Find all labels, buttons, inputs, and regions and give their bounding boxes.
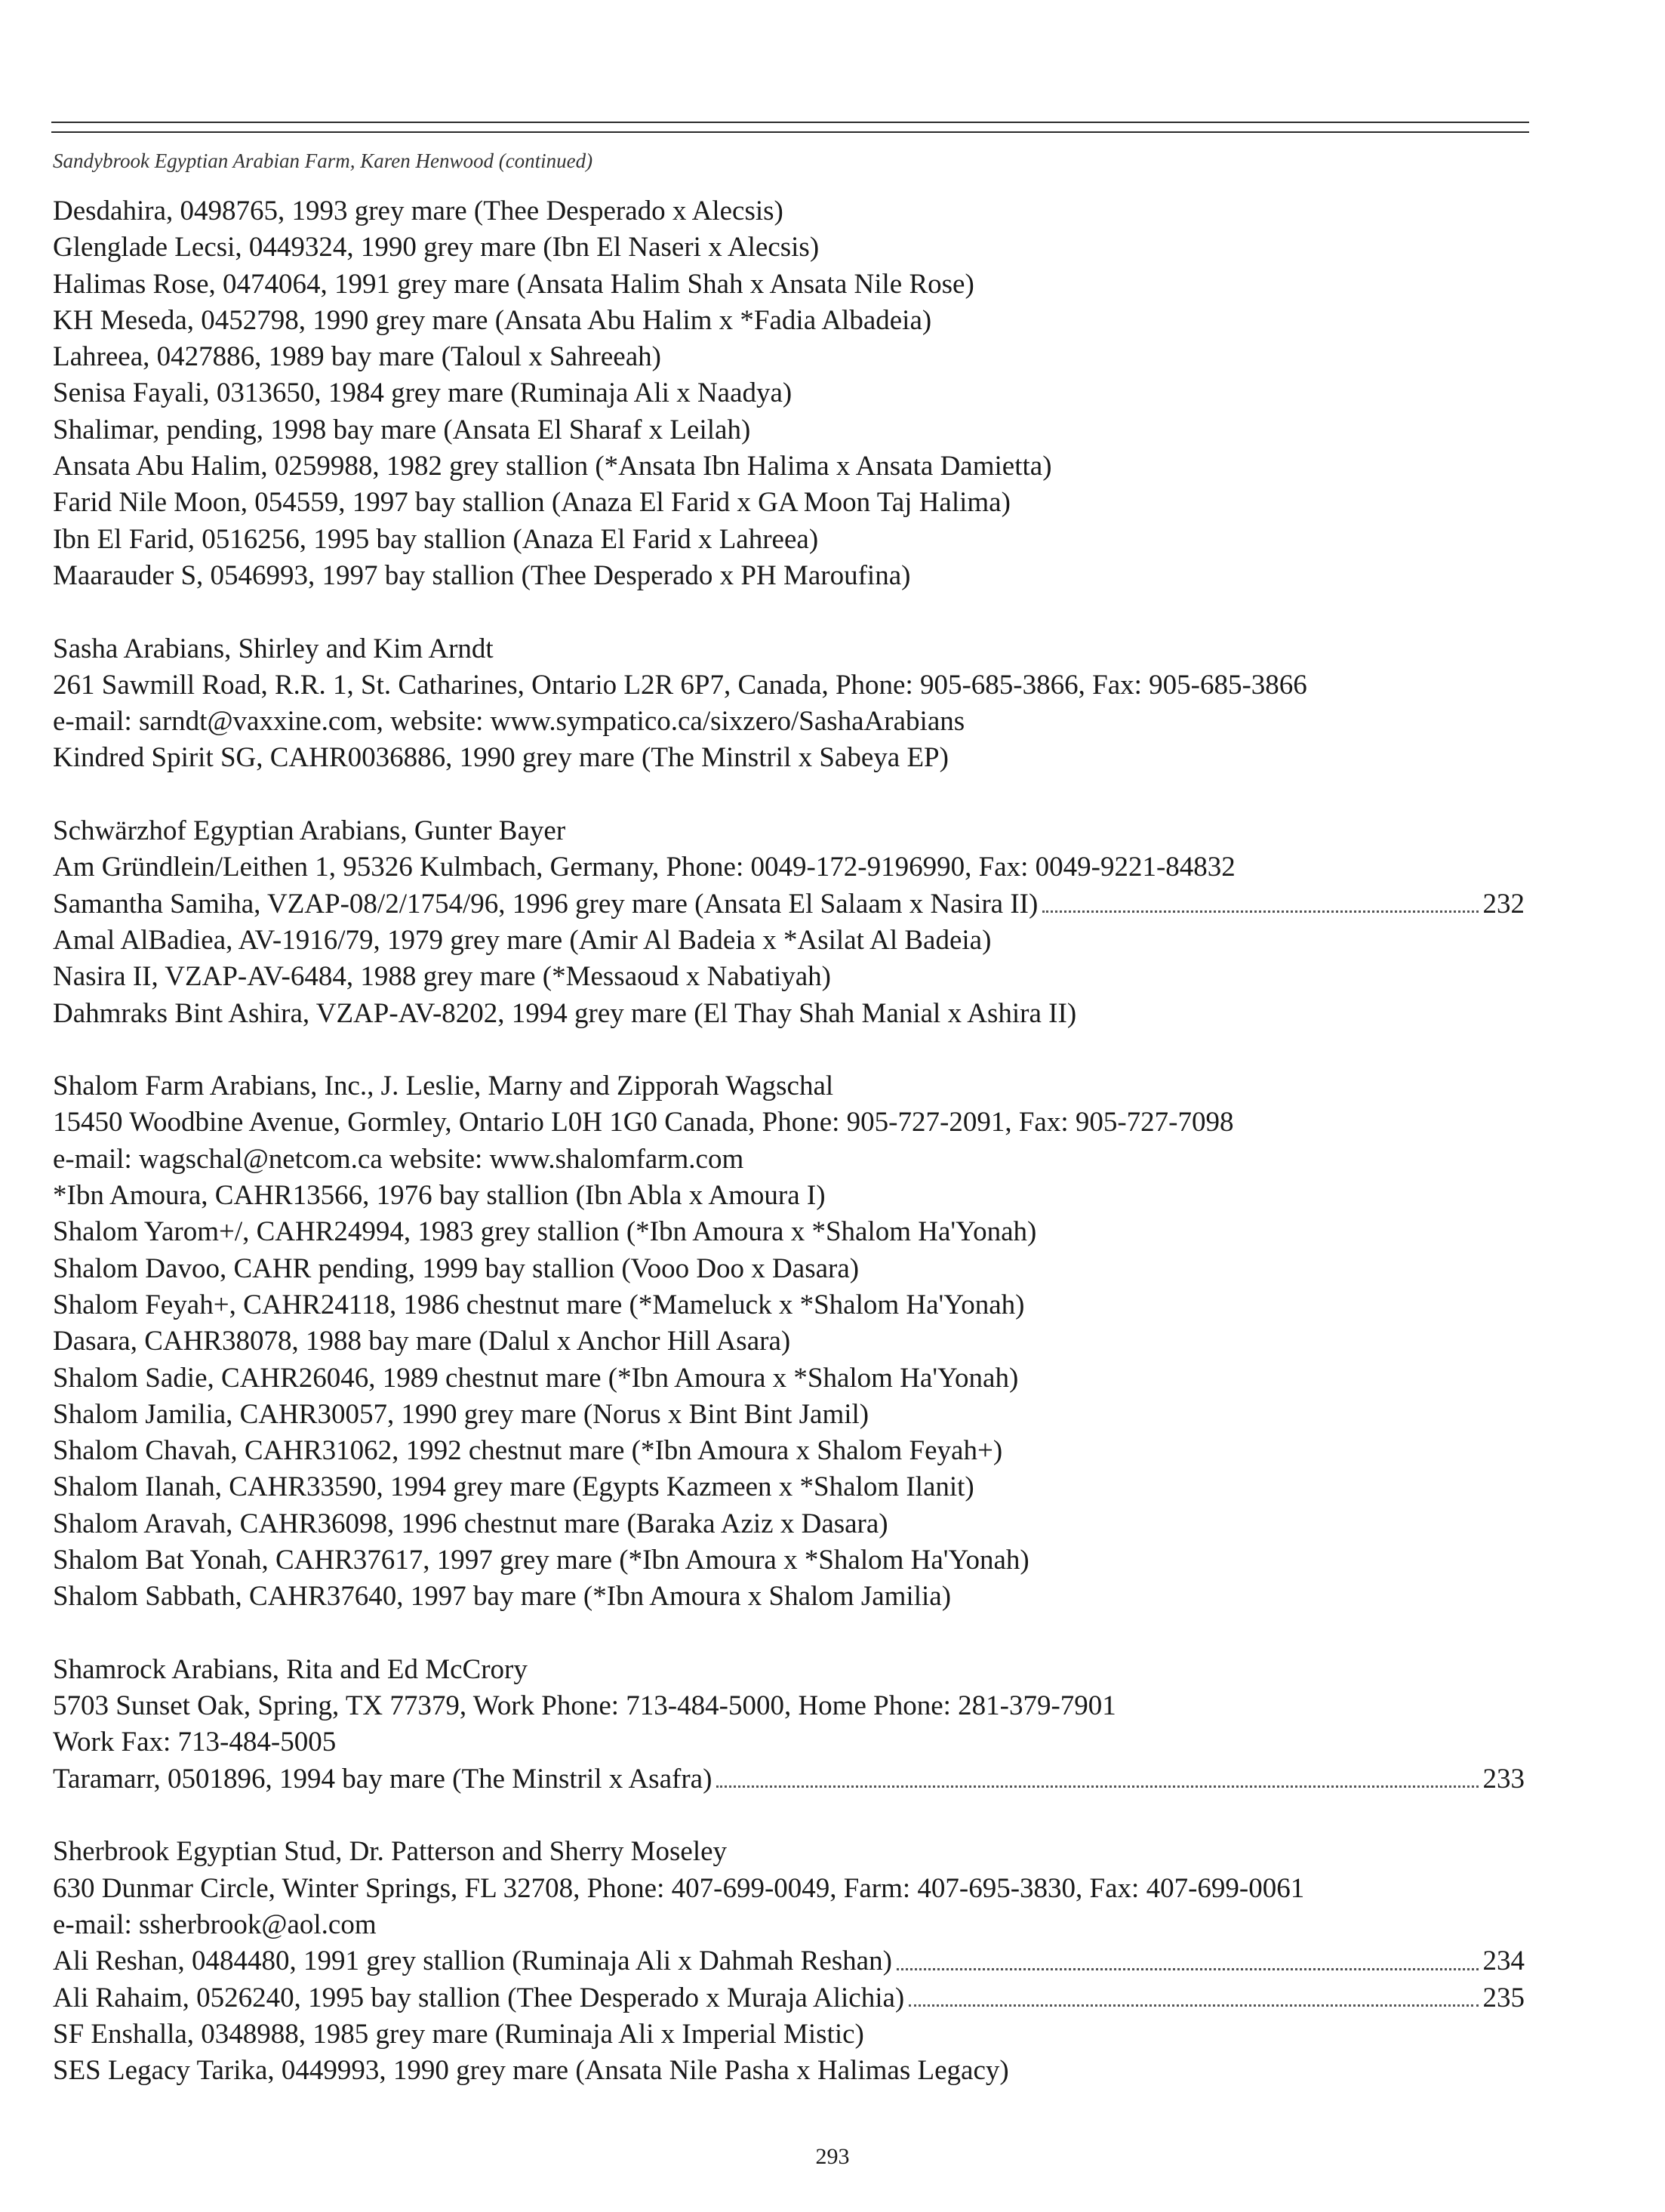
listing-line: Shalom Ilanah, CAHR33590, 1994 grey mare (Egypts Kazmeen x *Shalom Ilanit): [53, 1471, 974, 1503]
listing-line: Work Fax: 713-484-5005: [53, 1727, 337, 1758]
listing-line: e-mail: sarndt@vaxxine.com, website: www.sympatico.ca/sixzero/SashaArabians: [53, 706, 965, 738]
listing-line: Dasara, CAHR38078, 1988 bay mare (Dalul x Anchor Hill Asara): [53, 1326, 791, 1357]
farm-section: [53, 193, 1525, 594]
listing-line: [53, 1943, 1525, 1979]
listing-line: Shalom Davoo, CAHR pending, 1999 bay stallion (Vooo Doo x Dasara): [53, 1252, 860, 1284]
dot-leader: [716, 1785, 1478, 1788]
listing-line: Shalom Aravah, CAHR36098, 1996 chestnut mare (Baraka Aziz x Dasara): [53, 1508, 888, 1539]
listing-line: Senisa Fayali, 0313650, 1984 grey mare (Ruminaja Ali x Naadya): [53, 377, 792, 409]
section-gap: [53, 594, 1525, 630]
listing-line: Lahreea, 0427886, 1989 bay mare (Taloul x Sahreeah): [53, 341, 661, 373]
farm-section: [53, 813, 1525, 1032]
listing-line: SES Legacy Tarika, 0449993, 1990 grey mare (Ansata Nile Pasha x Halimas Legacy): [53, 2055, 1009, 2087]
entry-text: Ali Reshan, 0484480, 1991 grey stallion (Ruminaja Ali x Dahmah Reshan): [53, 1946, 892, 1977]
farm-name-line: Schwärzhof Egyptian Arabians, Gunter Bayer: [53, 815, 566, 847]
entry-page-ref: 232: [1482, 888, 1525, 920]
dot-leader: [1042, 910, 1478, 913]
farm-section: [53, 631, 1525, 777]
listing-line: Halimas Rose, 0474064, 1991 grey mare (Ansata Halim Shah x Ansata Nile Rose): [53, 268, 974, 300]
farm-name-line: Shamrock Arabians, Rita and Ed McCrory: [53, 1653, 528, 1685]
listing-line: [53, 1980, 1525, 2016]
listing-line: Shalom Chavah, CAHR31062, 1992 chestnut mare (*Ibn Amoura x Shalom Feyah+): [53, 1435, 1003, 1467]
listing-line: e-mail: wagschal@netcom.ca website: www.shalomfarm.com: [53, 1143, 744, 1175]
listing-line: [53, 886, 1525, 923]
entry-page-ref: 235: [1482, 1982, 1525, 2013]
directory-listing: [53, 193, 1525, 2089]
listing-line: Ansata Abu Halim, 0259988, 1982 grey stallion (*Ansata Ibn Halima x Ansata Damietta): [53, 451, 1052, 482]
section-gap: [53, 1798, 1525, 1834]
listing-line: Shalom Yarom+/, CAHR24994, 1983 grey stallion (*Ibn Amoura x *Shalom Ha'Yonah): [53, 1216, 1037, 1248]
dot-leader: [897, 1968, 1479, 1970]
listing-line: Shalom Sadie, CAHR26046, 1989 chestnut mare (*Ibn Amoura x *Shalom Ha'Yonah): [53, 1362, 1019, 1394]
farm-name-line: Sherbrook Egyptian Stud, Dr. Patterson and Sherry Moseley: [53, 1836, 728, 1868]
listing-line: Maarauder S, 0546993, 1997 bay stallion (Thee Desperado x PH Maroufina): [53, 559, 911, 591]
entry-text: Ali Rahaim, 0526240, 1995 bay stallion (Thee Desperado x Muraja Alichia): [53, 1982, 905, 2013]
listing-line: Shalom Feyah+, CAHR24118, 1986 chestnut mare (*Mameluck x *Shalom Ha'Yonah): [53, 1289, 1025, 1320]
listing-line: Ibn El Farid, 0516256, 1995 bay stallion (Anaza El Farid x Lahreea): [53, 523, 819, 555]
listing-line: Glenglade Lecsi, 0449324, 1990 grey mare (Ibn El Naseri x Alecsis): [53, 232, 820, 263]
listing-line: 630 Dunmar Circle, Winter Springs, FL 32708, Phone: 407-699-0049, Farm: 407-695-3830, Fax: 407-699-0061: [53, 1872, 1305, 1904]
dot-leader: [909, 2004, 1478, 2007]
listing-line: Shalom Sabbath, CAHR37640, 1997 bay mare (*Ibn Amoura x Shalom Jamilia): [53, 1581, 952, 1613]
farm-name-line: Sasha Arabians, Shirley and Kim Arndt: [53, 633, 494, 664]
section-gap: [53, 1616, 1525, 1652]
listing-line: Shalom Bat Yonah, CAHR37617, 1997 grey mare (*Ibn Amoura x *Shalom Ha'Yonah): [53, 1544, 1029, 1576]
listing-line: *Ibn Amoura, CAHR13566, 1976 bay stallion (Ibn Abla x Amoura I): [53, 1180, 826, 1212]
header-rule-bottom: [51, 131, 1529, 133]
entry-page-ref: 234: [1482, 1946, 1525, 1977]
listing-line: KH Meseda, 0452798, 1990 grey mare (Ansata Abu Halim x *Fadia Albadeia): [53, 304, 932, 336]
listing-line: Am Gründlein/Leithen 1, 95326 Kulmbach, Germany, Phone: 0049-172-9196990, Fax: 0049-9221-84832: [53, 852, 1236, 883]
listing-line: 15450 Woodbine Avenue, Gormley, Ontario L0H 1G0 Canada, Phone: 905-727-2091, Fax: 905-727-7098: [53, 1107, 1234, 1138]
listing-line: Amal AlBadiea, AV-1916/79, 1979 grey mare (Amir Al Badeia x *Asilat Al Badeia): [53, 924, 992, 956]
entry-page-ref: 233: [1482, 1763, 1525, 1795]
farm-section: [53, 1068, 1525, 1615]
farm-section: [53, 1652, 1525, 1798]
listing-line: SF Enshalla, 0348988, 1985 grey mare (Ruminaja Ali x Imperial Mistic): [53, 2018, 864, 2050]
listing-line: 261 Sawmill Road, R.R. 1, St. Catharines, Ontario L2R 6P7, Canada, Phone: 905-685-3866, Fax: 905-685-3866: [53, 669, 1307, 701]
listing-line: Farid Nile Moon, 054559, 1997 bay stallion (Anaza El Farid x GA Moon Taj Halima): [53, 487, 1011, 519]
section-gap: [53, 1032, 1525, 1068]
listing-line: 5703 Sunset Oak, Spring, TX 77379, Work Phone: 713-484-5000, Home Phone: 281-379-7901: [53, 1690, 1116, 1722]
page-number: 293: [815, 2144, 850, 2169]
listing-line: Dahmraks Bint Ashira, VZAP-AV-8202, 1994 grey mare (El Thay Shah Manial x Ashira II): [53, 997, 1077, 1029]
farm-section: [53, 1834, 1525, 2089]
section-gap: [53, 777, 1525, 813]
listing-line: e-mail: ssherbrook@aol.com: [53, 1909, 377, 1940]
running-header: Sandybrook Egyptian Arabian Farm, Karen Henwood (continued): [53, 149, 593, 172]
listing-line: Kindred Spirit SG, CAHR0036886, 1990 grey mare (The Minstril x Sabeya EP): [53, 742, 949, 774]
header-rule-top: [51, 122, 1529, 123]
listing-line: Shalimar, pending, 1998 bay mare (Ansata El Sharaf x Leilah): [53, 414, 751, 445]
listing-line: Shalom Jamilia, CAHR30057, 1990 grey mare (Norus x Bint Bint Jamil): [53, 1398, 869, 1430]
listing-line: Desdahira, 0498765, 1993 grey mare (Thee Desperado x Alecsis): [53, 196, 783, 226]
farm-name-line: Shalom Farm Arabians, Inc., J. Leslie, Marny and Zipporah Wagschal: [53, 1071, 834, 1102]
entry-text: Samantha Samiha, VZAP-08/2/1754/96, 1996 grey mare (Ansata El Salaam x Nasira II): [53, 888, 1039, 920]
listing-line: [53, 1761, 1525, 1798]
listing-line: Nasira II, VZAP-AV-6484, 1988 grey mare (*Messaoud x Nabatiyah): [53, 961, 831, 993]
entry-text: Taramarr, 0501896, 1994 bay mare (The Minstril x Asafra): [53, 1763, 712, 1795]
